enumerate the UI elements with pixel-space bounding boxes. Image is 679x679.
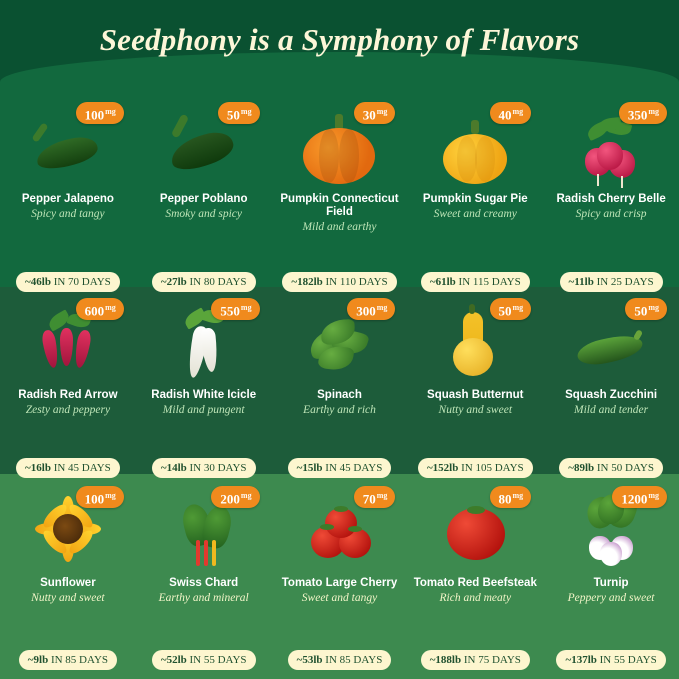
yield-value: ~152lb: [426, 462, 459, 474]
yield-value: ~15lb: [296, 462, 323, 474]
days-value: IN 115 DAYS: [458, 276, 521, 288]
produce-flavor: Mild and tender: [574, 404, 649, 416]
yield-pill: [16, 272, 120, 292]
badge-unit: mg: [648, 107, 659, 116]
produce-card-squash-zucchini[interactable]: [543, 292, 679, 478]
badge-unit: mg: [240, 491, 252, 500]
days-value: IN 45 DAYS: [53, 462, 111, 474]
produce-name: Radish Red Arrow: [18, 389, 118, 401]
produce-card-pepper-poblano[interactable]: [136, 96, 272, 292]
yield-value: ~46lb: [25, 276, 51, 288]
yield-pill: [559, 458, 663, 478]
seed-count-badge: $40^{mg}$: [490, 102, 532, 124]
yield-value: ~89lb: [568, 462, 595, 474]
days-value: IN 85 DAYS: [50, 654, 108, 666]
produce-card-tomato-red-beefsteak[interactable]: [407, 480, 543, 670]
seed-count-badge: $50^{mg}$: [490, 298, 532, 320]
yield-value: ~9lb: [27, 654, 49, 666]
yield-value: ~27lb: [160, 276, 187, 288]
yield-value: ~52lb: [160, 654, 187, 666]
days-value: IN 85 DAYS: [325, 654, 383, 666]
produce-card-radish-red-arrow[interactable]: [0, 292, 136, 478]
produce-card-sunflower[interactable]: [0, 480, 136, 670]
days-value: IN 80 DAYS: [189, 276, 247, 288]
produce-flavor: Peppery and sweet: [567, 592, 655, 604]
yield-pill: [19, 650, 117, 670]
produce-name: Squash Zucchini: [565, 389, 658, 401]
seed-count-badge: $550^{mg}$: [211, 298, 259, 320]
yield-pill: [556, 650, 665, 670]
produce-name: Swiss Chard: [169, 577, 239, 589]
produce-flavor: Sweet and creamy: [433, 208, 517, 220]
seed-count-badge: $50^{mg}$: [625, 298, 667, 320]
yield-value: ~61lb: [429, 276, 456, 288]
seed-count-badge: $30^{mg}$: [354, 102, 396, 124]
seed-count-badge: $1200^{mg}$: [612, 486, 667, 508]
seed-count-badge: $100^{mg}$: [76, 486, 124, 508]
produce-card-pumpkin-connecticut-field[interactable]: [272, 96, 408, 292]
badge-unit: mg: [512, 491, 524, 500]
days-value: IN 30 DAYS: [189, 462, 247, 474]
produce-card-radish-white-icicle[interactable]: [136, 292, 272, 478]
produce-name: Squash Butternut: [427, 389, 524, 401]
yield-value: ~14lb: [160, 462, 187, 474]
produce-name: Tomato Large Cherry: [281, 577, 398, 589]
badge-unit: mg: [105, 491, 116, 500]
page-title: Seedphony is a Symphony of Flavors: [99, 22, 580, 57]
produce-name: Sunflower: [40, 577, 96, 589]
badge-unit: mg: [240, 107, 252, 116]
seed-count-badge: $80^{mg}$: [490, 486, 532, 508]
seed-count-badge: $100^{mg}$: [76, 102, 124, 124]
produce-card-swiss-chard[interactable]: [136, 480, 272, 670]
produce-card-pepper-jalapeno[interactable]: [0, 96, 136, 292]
produce-card-pumpkin-sugar-pie[interactable]: [407, 96, 543, 292]
produce-flavor: Zesty and peppery: [25, 404, 111, 416]
produce-card-radish-cherry-belle[interactable]: [543, 96, 679, 292]
days-value: IN 110 DAYS: [325, 276, 388, 288]
yield-pill: [152, 650, 256, 670]
seed-count-badge: $350^{mg}$: [619, 102, 667, 124]
seed-count-badge: $70^{mg}$: [354, 486, 396, 508]
yield-pill: [421, 272, 530, 292]
produce-flavor: Earthy and rich: [303, 404, 376, 416]
produce-name: Spinach: [317, 389, 362, 401]
days-value: IN 45 DAYS: [325, 462, 383, 474]
yield-value: ~137lb: [565, 654, 597, 666]
produce-name: Turnip: [593, 577, 629, 589]
produce-flavor: Mild and pungent: [162, 404, 245, 416]
yield-value: ~11lb: [568, 276, 594, 288]
badge-unit: mg: [512, 303, 524, 312]
yield-value: ~188lb: [429, 654, 462, 666]
badge-unit: mg: [648, 303, 659, 312]
days-value: IN 70 DAYS: [53, 276, 111, 288]
produce-flavor: Earthy and mineral: [158, 592, 249, 604]
produce-flavor: Rich and meaty: [439, 592, 512, 604]
produce-flavor: Nutty and sweet: [31, 592, 105, 604]
seed-count-badge: $50^{mg}$: [218, 102, 260, 124]
produce-name: Pepper Jalapeno: [21, 193, 114, 205]
produce-flavor: Nutty and sweet: [438, 404, 513, 416]
produce-name: Radish White Icicle: [151, 389, 257, 401]
yield-value: ~53lb: [296, 654, 323, 666]
yield-pill: [421, 650, 530, 670]
produce-name: Tomato Red Beefsteak: [413, 577, 537, 589]
yield-value: ~16lb: [25, 462, 51, 474]
badge-unit: mg: [105, 107, 116, 116]
produce-row-1: [0, 96, 679, 292]
produce-row-3: [0, 480, 679, 670]
badge-unit: mg: [376, 491, 388, 500]
yield-pill: [288, 650, 392, 670]
days-value: IN 55 DAYS: [599, 654, 657, 666]
days-value: IN 105 DAYS: [461, 462, 524, 474]
seed-count-badge: $600^{mg}$: [76, 298, 124, 320]
produce-card-squash-butternut[interactable]: [407, 292, 543, 478]
yield-value: ~182lb: [291, 276, 323, 288]
produce-row-2: [0, 292, 679, 478]
badge-unit: mg: [240, 303, 252, 312]
produce-name: Pumpkin Connecticut Field: [280, 193, 399, 218]
yield-pill: [282, 272, 396, 292]
produce-flavor: Spicy and tangy: [31, 208, 105, 220]
badge-unit: mg: [512, 107, 524, 116]
badge-unit: mg: [376, 303, 388, 312]
produce-flavor: Spicy and crisp: [575, 208, 647, 220]
produce-name: Radish Cherry Belle: [556, 193, 666, 205]
seed-count-badge: $200^{mg}$: [211, 486, 259, 508]
badge-unit: mg: [376, 107, 388, 116]
yield-pill: [152, 272, 256, 292]
days-value: IN 75 DAYS: [463, 654, 521, 666]
produce-card-turnip[interactable]: [543, 480, 679, 670]
seed-count-badge: $300^{mg}$: [347, 298, 395, 320]
badge-unit: mg: [105, 303, 116, 312]
produce-card-tomato-large-cherry[interactable]: [272, 480, 408, 670]
days-value: IN 50 DAYS: [596, 462, 654, 474]
produce-flavor: Smoky and spicy: [165, 208, 243, 220]
days-value: IN 25 DAYS: [596, 276, 654, 288]
days-value: IN 55 DAYS: [189, 654, 247, 666]
badge-unit: mg: [648, 491, 659, 500]
yield-pill: [16, 458, 120, 478]
produce-name: Pumpkin Sugar Pie: [422, 193, 528, 205]
produce-name: Pepper Poblano: [159, 193, 248, 205]
yield-pill: [418, 458, 533, 478]
yield-pill: [560, 272, 663, 292]
produce-flavor: Sweet and tangy: [301, 592, 378, 604]
produce-flavor: Mild and earthy: [302, 221, 377, 233]
produce-card-spinach[interactable]: [272, 292, 408, 478]
yield-pill: [288, 458, 392, 478]
yield-pill: [152, 458, 256, 478]
